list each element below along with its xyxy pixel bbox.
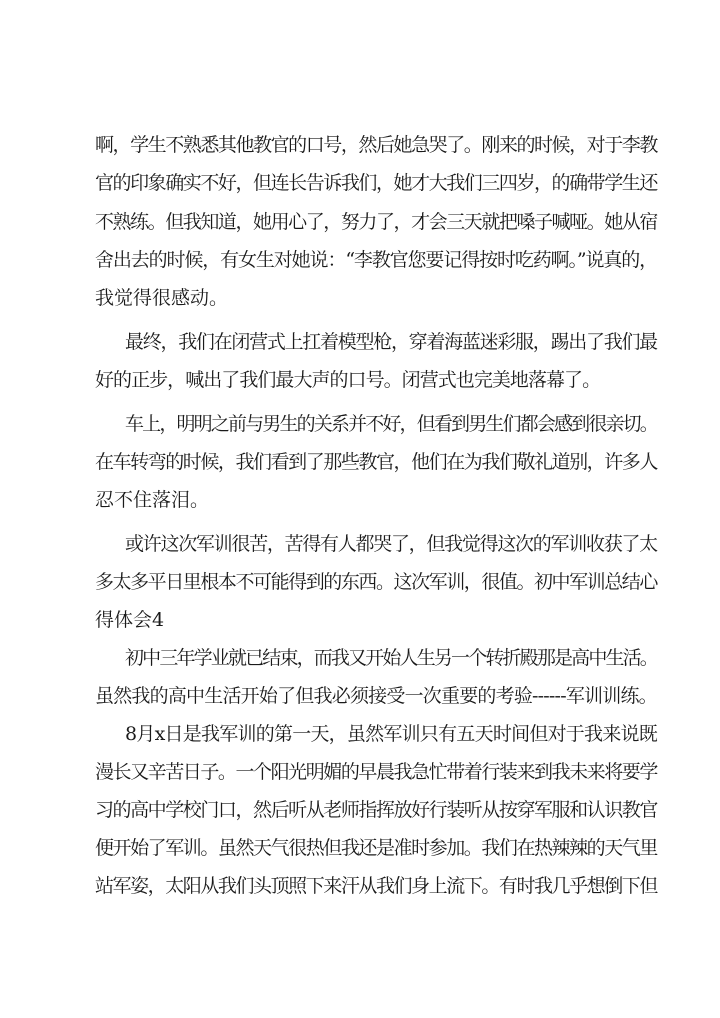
paragraph-first-line: 最终，我们在闭营式上扛着模型枪，穿着海蓝迷彩服，踢出了我们最 — [125, 331, 657, 353]
text-line: 忍不住落泪。 — [95, 489, 210, 511]
paragraph-first-line: 或许这次军训很苦，苦得有人都哭了，但我觉得这次的军训收获了太 — [125, 533, 657, 555]
paragraph-first-line: 初中三年学业就已结束，而我又开始人生另一个转折殿那是高中生活。 — [125, 647, 657, 669]
text-line: 啊，学生不熟悉其他教官的口号，然后她急哭了。刚来的时候，对于李教 — [95, 134, 657, 156]
paragraph-first-line: 车上，明明之前与男生的关系并不好，但看到男生们都会感到很亲切。 — [125, 413, 657, 435]
text-line: 漫长又辛苦日子。一个阳光明媚的早晨我急忙带着行装来到我未来将要学 — [95, 761, 657, 783]
text-line: 多太多平日里根本不可能得到的东西。这次军训，很值。初中军训总结心 — [95, 571, 657, 593]
text-line: 在车转弯的时候，我们看到了那些教官，他们在为我们敬礼道别，许多人 — [95, 451, 657, 473]
paragraph-first-line: 8月x日是我军训的第一天，虽然军训只有五天时间但对于我来说既 — [125, 723, 658, 745]
text-line: 我觉得很感动。 — [95, 287, 229, 309]
text-line: 官的印象确实不好，但连长告诉我们，她才大我们三四岁，的确带学生还 — [95, 172, 657, 194]
text-line: 舍出去的时候，有女生对她说：“李教官您要记得按时吃药啊。”说真的， — [95, 249, 657, 271]
text-line: 站军姿，太阳从我们头顶照下来汗从我们身上流下。有时我几乎想倒下但 — [95, 875, 657, 897]
text-line: 好的正步，喊出了我们最大声的口号。闭营式也完美地落幕了。 — [95, 369, 601, 391]
text-line: 便开始了军训。虽然天气很热但我还是准时参加。我们在热辣辣的天气里 — [95, 837, 657, 859]
text-line: 习的高中学校门口，然后听从老师指挥放好行装听从按穿军服和认识教官 — [95, 799, 657, 821]
text-line: 得体会4 — [95, 609, 165, 631]
text-line: 不熟练。但我知道，她用心了，努力了，才会三天就把嗓子喊哑。她从宿 — [95, 211, 657, 233]
text-line: 虽然我的高中生活开始了但我必须接受一次重要的考验------军训训练。 — [95, 685, 657, 707]
